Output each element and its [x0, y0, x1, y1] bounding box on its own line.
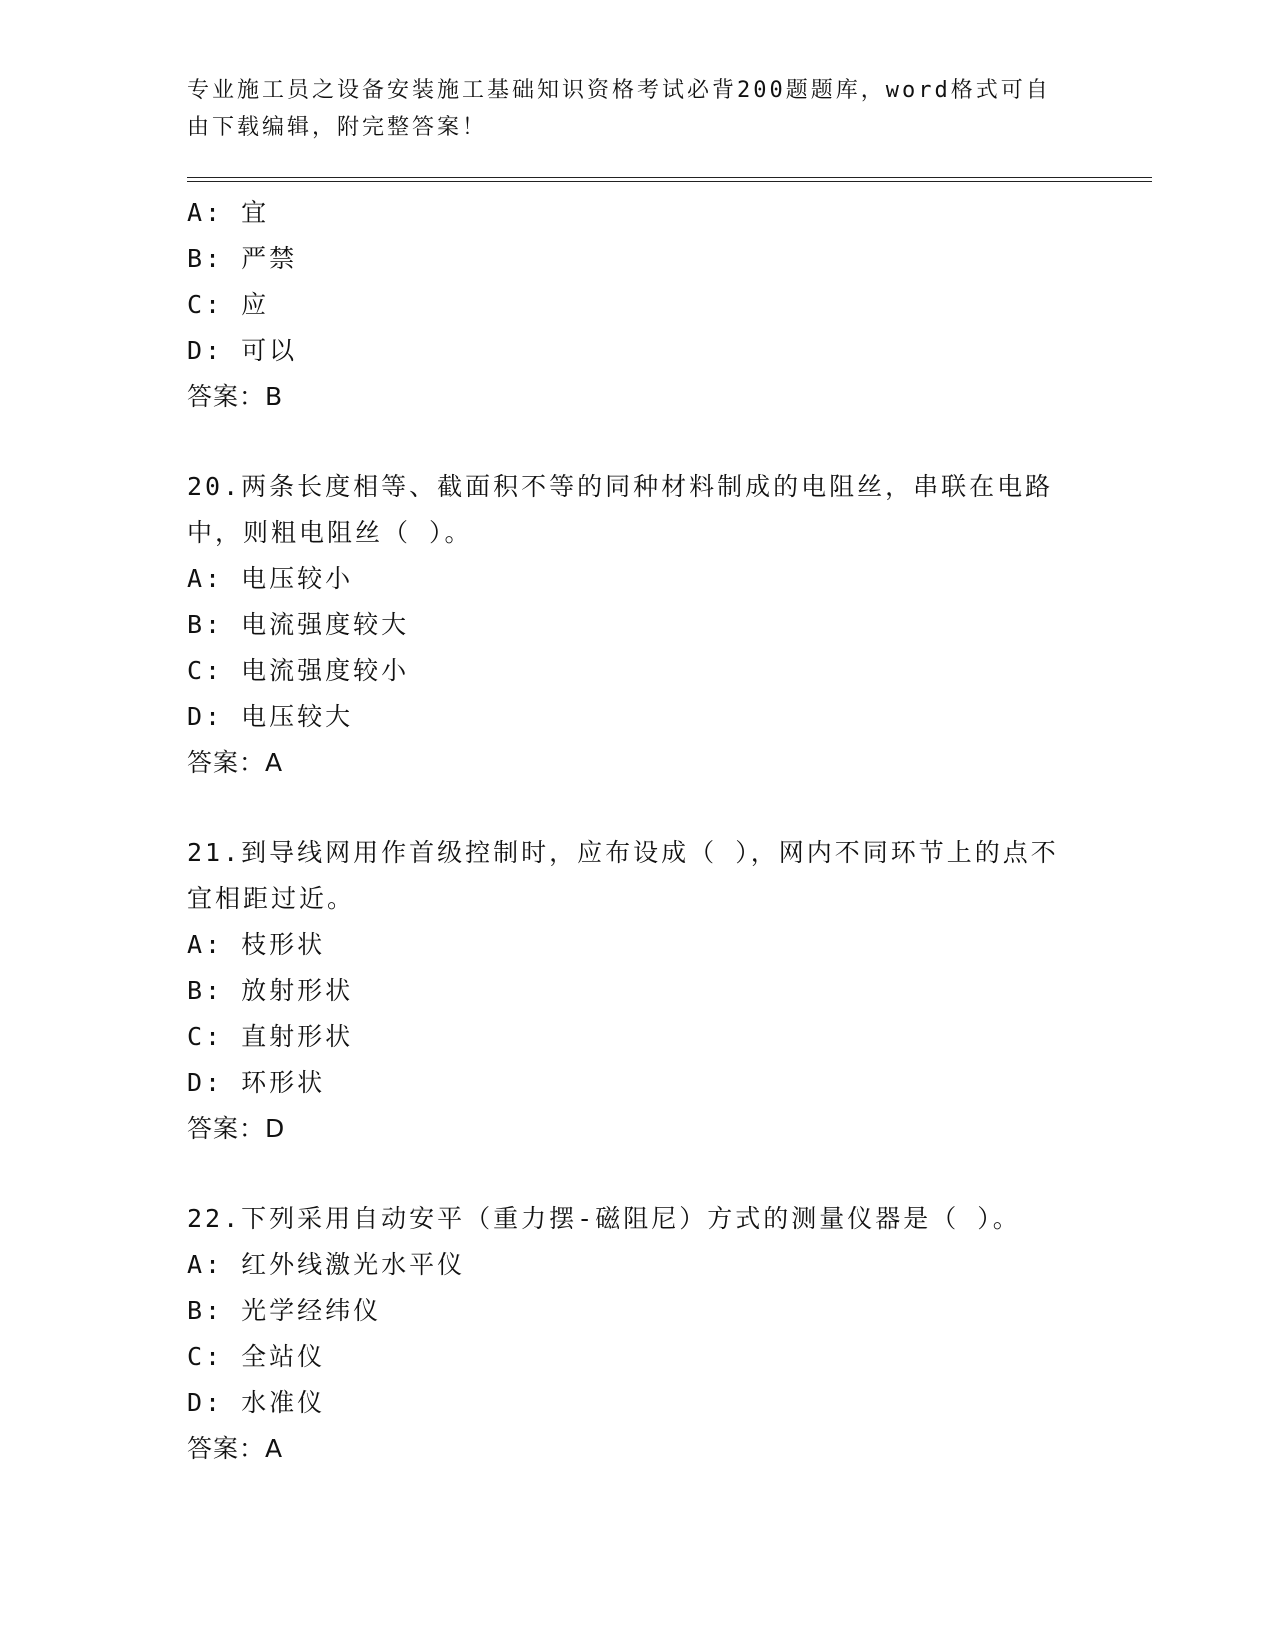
- question-19-tail: [187, 190, 1147, 420]
- option-a: A: 电压较小: [187, 564, 354, 593]
- option-b: B: 放射形状: [187, 976, 354, 1005]
- question-21: [187, 830, 1147, 1152]
- option-b: B: 光学经纬仪: [187, 1296, 382, 1325]
- question-list: [187, 190, 1147, 1472]
- document-header: 专业施工员之设备安装施工基础知识资格考试必背200题题库，word格式可自由下载编辑，附完整答案！: [187, 78, 1051, 140]
- header-divider-bottom: [187, 181, 1152, 182]
- answer: 答案：D: [187, 1114, 286, 1143]
- question-stem: 22.下列采用自动安平（重力摆-磁阻尼）方式的测量仪器是（ ）。: [187, 1204, 1021, 1233]
- option-a: A: 宜: [187, 198, 270, 227]
- answer: 答案：A: [187, 748, 284, 777]
- answer: 答案：A: [187, 1434, 284, 1463]
- question-20: [187, 464, 1147, 786]
- header-divider-top: [187, 177, 1152, 178]
- question-stem: 20.两条长度相等、截面积不等的同种材料制成的电阻丝，串联在电路中，则粗电阻丝（ ）。: [187, 472, 1054, 547]
- option-d: D: 水准仪: [187, 1388, 326, 1417]
- option-d: D: 电压较大: [187, 702, 354, 731]
- question-stem: 21.到导线网用作首级控制时，应布设成（ ），网内不同环节上的点不宜相距过近。: [187, 838, 1059, 913]
- answer: 答案：B: [187, 382, 284, 411]
- option-d: D: 环形状: [187, 1068, 326, 1097]
- option-c: C: 应: [187, 290, 270, 319]
- option-b: B: 电流强度较大: [187, 610, 410, 639]
- option-c: C: 全站仪: [187, 1342, 326, 1371]
- option-c: C: 直射形状: [187, 1022, 354, 1051]
- option-a: A: 枝形状: [187, 930, 326, 959]
- option-a: A: 红外线激光水平仪: [187, 1250, 466, 1279]
- option-d: D: 可以: [187, 336, 298, 365]
- option-b: B: 严禁: [187, 244, 298, 273]
- option-c: C: 电流强度较小: [187, 656, 410, 685]
- question-22: [187, 1196, 1147, 1472]
